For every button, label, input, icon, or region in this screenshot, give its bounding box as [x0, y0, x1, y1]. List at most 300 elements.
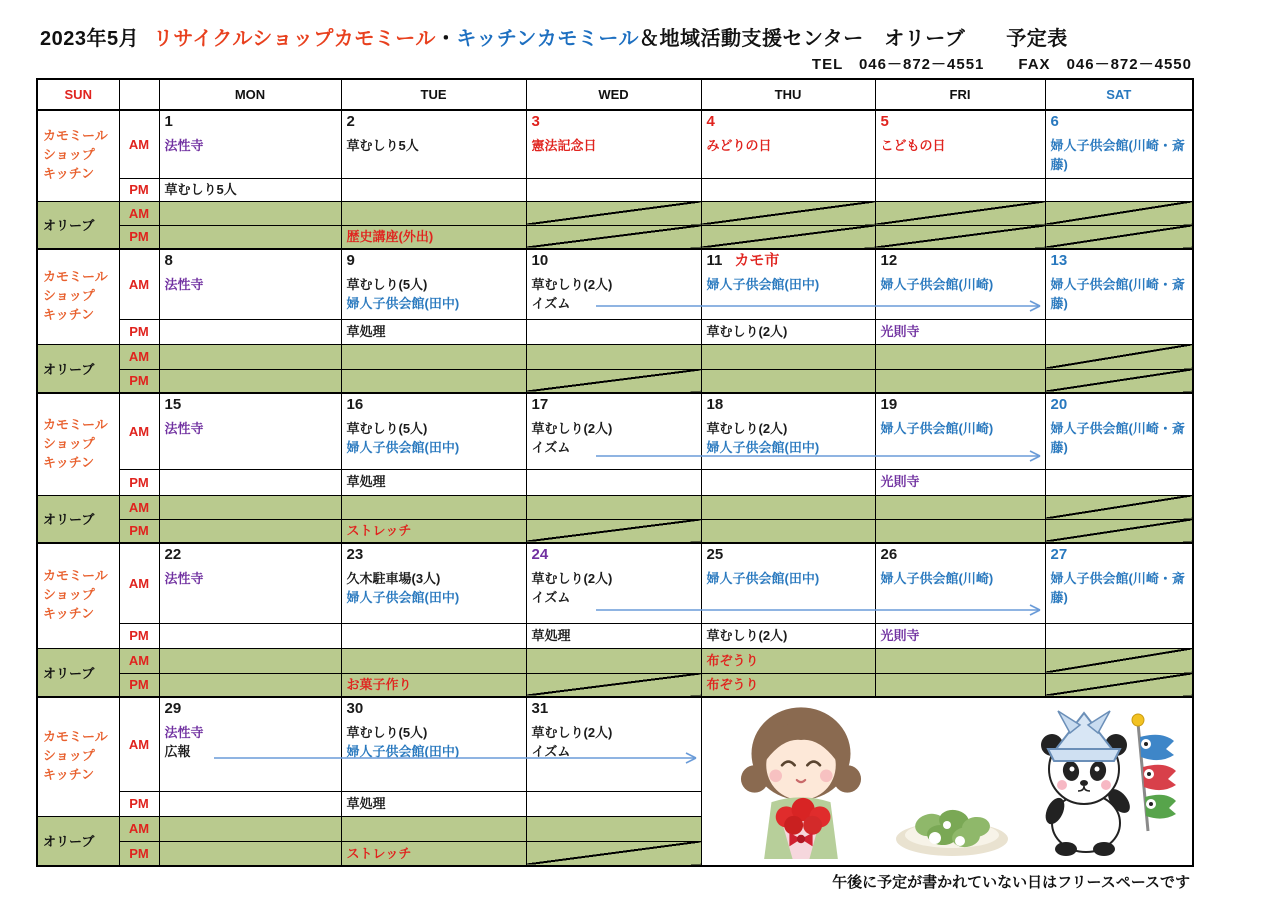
- am-entries: [881, 136, 1040, 156]
- olive-am-cell-10: [526, 344, 701, 369]
- day-number-line: [347, 112, 521, 132]
- pm-label: PM: [119, 519, 159, 543]
- schedule-entry: 婦人子供会館(川崎): [880, 570, 994, 586]
- day-number: 24: [531, 546, 549, 563]
- header-sun: SUN: [37, 79, 119, 110]
- am-entries: [347, 723, 521, 762]
- pm-label: PM: [119, 673, 159, 697]
- day-number-line: [1051, 395, 1188, 415]
- olive-am-row: [37, 648, 1193, 673]
- olive-entry: ストレッチ: [346, 523, 412, 538]
- olive-pm-cell-27: [1045, 673, 1193, 697]
- row-label-chamomile: [37, 393, 119, 495]
- chamomile-am-row: [37, 697, 1193, 791]
- schedule-entry: 草むしり(5人): [346, 420, 428, 436]
- day-cell-16-am: [341, 393, 526, 469]
- day-number: 1: [164, 113, 173, 130]
- schedule-entry: 草むしり5人: [346, 137, 419, 153]
- olive-pm-cell-16: [341, 519, 526, 543]
- olive-entry: お菓子作り: [346, 677, 412, 692]
- header-sat: SAT: [1045, 79, 1193, 110]
- olive-am-cell-3: [526, 201, 701, 225]
- schedule-calendar: [36, 78, 1192, 867]
- am-entries: [707, 569, 870, 589]
- day-cell-29-am: [159, 697, 341, 791]
- olive-am-cell-11: [701, 344, 875, 369]
- am-label: AM: [119, 344, 159, 369]
- page-title: [40, 22, 1068, 51]
- day-number-line: [881, 251, 1040, 271]
- schedule-entry: みどりの日: [706, 137, 772, 153]
- olive-entry: 布ぞうり: [706, 677, 759, 692]
- row-label-chamomile-line: カモミール: [43, 128, 108, 144]
- day-number-line: [165, 545, 336, 565]
- olive-pm-cell-18: [701, 519, 875, 543]
- am-label: AM: [119, 816, 159, 841]
- am-entries: [881, 569, 1040, 589]
- day-cell-10-am: [526, 249, 701, 319]
- olive-am-cell-13: [1045, 344, 1193, 369]
- schedule-entry: 法性寺: [164, 420, 204, 436]
- schedule-entry: 婦人子供会館(田中): [346, 440, 460, 455]
- am-entries: [881, 419, 1040, 439]
- day-number-line: [707, 112, 870, 132]
- row-label-chamomile-line: ショップ: [43, 435, 95, 451]
- day-number-line: [165, 251, 336, 271]
- olive-am-cell-24: [526, 648, 701, 673]
- olive-pm-cell-1: [159, 225, 341, 249]
- olive-pm-cell-20: [1045, 519, 1193, 543]
- row-label-olive: オリーブ: [37, 816, 119, 866]
- day-cell-17-pm: [526, 469, 701, 495]
- schedule-entry: 法性寺: [164, 137, 204, 153]
- olive-am-cell-17: [526, 495, 701, 519]
- row-label-olive: オリーブ: [37, 201, 119, 249]
- day-cell-5-am: [875, 110, 1045, 178]
- day-cell-4-am: [701, 110, 875, 178]
- olive-pm-cell-13: [1045, 369, 1193, 393]
- chamomile-pm-row: [37, 178, 1193, 201]
- schedule-entry: 法性寺: [164, 276, 204, 292]
- day-cell-13-pm: [1045, 319, 1193, 344]
- schedule-entry: 婦人子供会館(川崎・斎藤): [1050, 570, 1185, 605]
- schedule-entry: 光則寺: [880, 474, 920, 490]
- olive-am-cell-27: [1045, 648, 1193, 673]
- am-entries: [881, 275, 1040, 295]
- olive-am-cell-9: [341, 344, 526, 369]
- day-cell-25-pm: [701, 623, 875, 648]
- chamomile-am-row: [37, 249, 1193, 319]
- olive-am-cell-2: [341, 201, 526, 225]
- olive-entry: 布ぞうり: [706, 652, 759, 668]
- kashiwa-mochi-plate-illustration: [890, 781, 1015, 859]
- day-cell-6-pm: [1045, 178, 1193, 201]
- row-label-chamomile-line: キッチン: [43, 454, 95, 470]
- schedule-entry: 草処理: [346, 474, 386, 490]
- olive-am-row: [37, 495, 1193, 519]
- am-entries: [532, 136, 696, 156]
- olive-pm-row: [37, 673, 1193, 697]
- schedule-entry: 久木駐車場(3人): [346, 570, 441, 586]
- day-number-line: [532, 699, 696, 719]
- day-number-line: [347, 251, 521, 271]
- olive-am-cell-1: [159, 201, 341, 225]
- am-entries: [532, 723, 696, 762]
- header-tue: TUE: [341, 79, 526, 110]
- olive-am-cell-16: [341, 495, 526, 519]
- day-cell-8-pm: [159, 319, 341, 344]
- chamomile-pm-row: [37, 319, 1193, 344]
- am-entries: [165, 723, 336, 762]
- row-label-chamomile-line: カモミール: [43, 269, 108, 285]
- day-cell-18-pm: [701, 469, 875, 495]
- header-ampm-spacer: [119, 79, 159, 110]
- row-label-chamomile-line: キッチン: [43, 166, 95, 182]
- day-cell-1-pm: [159, 178, 341, 201]
- olive-am-cell-5: [875, 201, 1045, 225]
- day-cell-2-am: [341, 110, 526, 178]
- day-cell-15-pm: [159, 469, 341, 495]
- day-number-line: [532, 251, 696, 271]
- olive-am-cell-12: [875, 344, 1045, 369]
- olive-pm-cell-8: [159, 369, 341, 393]
- row-label-chamomile-line: ショップ: [43, 147, 95, 163]
- schedule-entry: 婦人子供会館(田中): [706, 440, 820, 455]
- day-number: 19: [880, 396, 898, 413]
- chamomile-am-row: [37, 543, 1193, 623]
- title-kitchen-name: キッチンカモミール: [456, 28, 640, 50]
- day-cell-31-am: [526, 697, 701, 791]
- olive-am-cell-15: [159, 495, 341, 519]
- pm-label: PM: [119, 791, 159, 816]
- day-cell-4-pm: [701, 178, 875, 201]
- day-cell-18-am: [701, 393, 875, 469]
- am-label: AM: [119, 201, 159, 225]
- am-entries: [707, 136, 870, 156]
- am-entries: [707, 275, 870, 295]
- am-label: AM: [119, 249, 159, 319]
- row-label-chamomile: [37, 110, 119, 201]
- olive-pm-cell-6: [1045, 225, 1193, 249]
- chamomile-am-row: [37, 393, 1193, 469]
- schedule-entry: 草むしり(2人): [706, 420, 788, 436]
- schedule-entry: 光則寺: [880, 627, 920, 643]
- day-number-line: [347, 545, 521, 565]
- am-entries: [1051, 569, 1188, 608]
- day-cell-23-pm: [341, 623, 526, 648]
- day-number-line: [707, 545, 870, 565]
- day-number-line: [165, 112, 336, 132]
- row-label-chamomile-line: キッチン: [43, 767, 95, 783]
- title-separator: ・: [435, 28, 457, 50]
- pm-label: PM: [119, 319, 159, 344]
- day-cell-11-pm: [701, 319, 875, 344]
- pm-label: PM: [119, 623, 159, 648]
- schedule-entry: 婦人子供会館(田中): [346, 590, 460, 605]
- header-wed: WED: [526, 79, 701, 110]
- row-label-chamomile-line: キッチン: [43, 307, 95, 323]
- schedule-entry: 憲法記念日: [531, 137, 597, 153]
- schedule-entry: 婦人子供会館(川崎・斎藤): [1050, 137, 1185, 172]
- day-number-line: [165, 395, 336, 415]
- pm-label: PM: [119, 178, 159, 201]
- day-cell-27-am: [1045, 543, 1193, 623]
- olive-pm-row: [37, 225, 1193, 249]
- am-entries: [707, 419, 870, 458]
- day-number: 10: [531, 252, 549, 269]
- olive-am-cell-22: [159, 648, 341, 673]
- day-number-line: [881, 395, 1040, 415]
- pm-label: PM: [119, 469, 159, 495]
- row-label-chamomile: [37, 543, 119, 648]
- day-cell-22-am: [159, 543, 341, 623]
- day-cell-26-pm: [875, 623, 1045, 648]
- day-cell-31-pm: [526, 791, 701, 816]
- day-number-line: [881, 112, 1040, 132]
- contact-line: [812, 53, 1192, 74]
- olive-am-cell-8: [159, 344, 341, 369]
- schedule-entry: イズム: [531, 296, 571, 311]
- day-number: 18: [706, 396, 724, 413]
- day-cell-9-am: [341, 249, 526, 319]
- schedule-entry: 婦人子供会館(川崎): [880, 420, 994, 436]
- day-number: 12: [880, 252, 898, 269]
- day-cell-13-am: [1045, 249, 1193, 319]
- row-label-chamomile-line: ショップ: [43, 288, 95, 304]
- olive-am-cell-19: [875, 495, 1045, 519]
- day-number: 4: [706, 113, 715, 130]
- schedule-entry: 草むしり(5人): [346, 724, 428, 740]
- day-number: 6: [1050, 113, 1059, 130]
- title-suffix: ＆地域活動支援センター オリーブ 予定表: [639, 28, 1068, 50]
- day-number-line: [165, 699, 336, 719]
- day-number: 15: [164, 396, 182, 413]
- am-entries: [1051, 136, 1188, 175]
- olive-am-cell-23: [341, 648, 526, 673]
- day-number-line: [532, 545, 696, 565]
- schedule-entry: 法性寺: [164, 570, 204, 586]
- seasonal-illustration-cell: [701, 697, 1193, 866]
- am-entries: [532, 275, 696, 314]
- schedule-entry: 草処理: [346, 795, 386, 811]
- row-label-chamomile-line: カモミール: [43, 729, 108, 745]
- olive-pm-cell-31: [526, 841, 701, 866]
- day-cell-30-am: [341, 697, 526, 791]
- day-cell-19-pm: [875, 469, 1045, 495]
- day-cell-27-pm: [1045, 623, 1193, 648]
- day-cell-24-pm: [526, 623, 701, 648]
- day-number-line: [347, 395, 521, 415]
- schedule-entry: 婦人子供会館(川崎・斎藤): [1050, 276, 1185, 311]
- am-entries: [165, 275, 336, 295]
- day-number: 29: [164, 700, 182, 717]
- day-number: 16: [346, 396, 364, 413]
- day-cell-11-am: [701, 249, 875, 319]
- pm-label: PM: [119, 841, 159, 866]
- olive-am-cell-4: [701, 201, 875, 225]
- day-number-line: [532, 112, 696, 132]
- schedule-entry: 草むしり(2人): [531, 570, 613, 586]
- calendar-table: [36, 78, 1194, 867]
- am-label: AM: [119, 393, 159, 469]
- row-label-olive: オリーブ: [37, 648, 119, 697]
- schedule-entry: こどもの日: [880, 137, 946, 153]
- schedule-entry: 草処理: [346, 323, 386, 339]
- olive-am-cell-31: [526, 816, 701, 841]
- am-entries: [165, 569, 336, 589]
- day-cell-3-am: [526, 110, 701, 178]
- schedule-entry: 草むしり(2人): [706, 627, 788, 643]
- olive-pm-cell-5: [875, 225, 1045, 249]
- olive-am-cell-26: [875, 648, 1045, 673]
- olive-pm-cell-29: [159, 841, 341, 866]
- schedule-entry: 婦人子供会館(田中): [706, 276, 820, 292]
- day-number-line: [1051, 251, 1188, 271]
- day-number: 3: [531, 113, 540, 130]
- day-number-line: [1051, 545, 1188, 565]
- day-number-line: [1051, 112, 1188, 132]
- day-number: 27: [1050, 546, 1068, 563]
- pm-label: PM: [119, 369, 159, 393]
- day-number: 2: [346, 113, 355, 130]
- schedule-entry: イズム: [531, 744, 571, 759]
- day-cell-15-am: [159, 393, 341, 469]
- am-entries: [165, 419, 336, 439]
- row-label-chamomile: [37, 697, 119, 816]
- day-cell-12-pm: [875, 319, 1045, 344]
- day-number: 20: [1050, 396, 1068, 413]
- schedule-entry: イズム: [531, 440, 571, 455]
- day-number: 11: [706, 252, 723, 269]
- schedule-entry: 婦人子供会館(田中): [346, 744, 460, 759]
- schedule-entry: 草むしり(2人): [706, 323, 788, 339]
- am-entries: [1051, 419, 1188, 458]
- day-note: カモ市: [734, 252, 780, 269]
- day-number-line: [707, 251, 870, 271]
- day-cell-29-pm: [159, 791, 341, 816]
- day-cell-5-pm: [875, 178, 1045, 201]
- day-number: 13: [1050, 252, 1068, 269]
- olive-entry: ストレッチ: [346, 845, 412, 861]
- header-thu: THU: [701, 79, 875, 110]
- olive-pm-cell-22: [159, 673, 341, 697]
- day-cell-19-am: [875, 393, 1045, 469]
- olive-pm-cell-15: [159, 519, 341, 543]
- day-cell-16-pm: [341, 469, 526, 495]
- day-number: 25: [706, 546, 724, 563]
- title-recycle-shop-name: リサイクルショップカモミール: [153, 28, 436, 50]
- tel-number: TEL 046－872－4551: [811, 56, 985, 73]
- olive-pm-cell-24: [526, 673, 701, 697]
- day-cell-26-am: [875, 543, 1045, 623]
- row-label-olive: オリーブ: [37, 344, 119, 393]
- olive-am-row: [37, 201, 1193, 225]
- schedule-entry: 婦人子供会館(田中): [346, 296, 460, 311]
- pm-label: PM: [119, 225, 159, 249]
- olive-pm-cell-2: [341, 225, 526, 249]
- olive-pm-cell-9: [341, 369, 526, 393]
- chamomile-pm-row: [37, 623, 1193, 648]
- schedule-entry: 婦人子供会館(川崎): [880, 276, 994, 292]
- day-cell-17-am: [526, 393, 701, 469]
- olive-pm-cell-3: [526, 225, 701, 249]
- day-number-line: [347, 699, 521, 719]
- day-cell-20-pm: [1045, 469, 1193, 495]
- panda-with-koinobori-illustration: [1026, 701, 1178, 859]
- olive-am-row: [37, 344, 1193, 369]
- day-cell-22-pm: [159, 623, 341, 648]
- day-cell-20-am: [1045, 393, 1193, 469]
- row-label-chamomile: [37, 249, 119, 344]
- day-cell-8-am: [159, 249, 341, 319]
- day-number: 17: [531, 396, 549, 413]
- olive-pm-cell-19: [875, 519, 1045, 543]
- day-number-line: [707, 395, 870, 415]
- am-entries: [347, 275, 521, 314]
- seasonal-illustrations: [702, 699, 1193, 865]
- header-fri: FRI: [875, 79, 1045, 110]
- fax-number: FAX 046－872－4550: [1018, 56, 1192, 73]
- chamomile-am-row: [37, 110, 1193, 178]
- olive-am-cell-20: [1045, 495, 1193, 519]
- olive-pm-cell-30: [341, 841, 526, 866]
- day-cell-2-pm: [341, 178, 526, 201]
- schedule-entry: 草むしり(2人): [531, 724, 613, 740]
- olive-am-cell-29: [159, 816, 341, 841]
- schedule-entry: 光則寺: [880, 323, 920, 339]
- day-number: 22: [164, 546, 182, 563]
- footnote: 午後に予定が書かれていない日はフリースペースです: [832, 874, 1190, 891]
- olive-pm-row: [37, 519, 1193, 543]
- olive-pm-cell-25: [701, 673, 875, 697]
- olive-pm-cell-11: [701, 369, 875, 393]
- day-number: 5: [880, 113, 889, 130]
- schedule-entry: 草むしり5人: [164, 181, 237, 197]
- am-entries: [347, 419, 521, 458]
- am-entries: [532, 569, 696, 608]
- schedule-entry: 婦人子供会館(川崎・斎藤): [1050, 420, 1185, 455]
- am-label: AM: [119, 697, 159, 791]
- header-mon: MON: [159, 79, 341, 110]
- row-label-chamomile-line: カモミール: [43, 568, 108, 584]
- day-number-line: [881, 545, 1040, 565]
- schedule-entry: 広報: [164, 744, 191, 759]
- title-month: 2023年5月: [40, 28, 140, 50]
- olive-am-cell-18: [701, 495, 875, 519]
- day-cell-24-am: [526, 543, 701, 623]
- day-cell-3-pm: [526, 178, 701, 201]
- am-entries: [347, 136, 521, 156]
- olive-am-cell-6: [1045, 201, 1193, 225]
- day-number: 9: [346, 252, 355, 269]
- olive-pm-cell-17: [526, 519, 701, 543]
- am-entries: [347, 569, 521, 608]
- am-entries: [165, 136, 336, 156]
- chamomile-pm-row: [37, 469, 1193, 495]
- weekday-header-row: [37, 79, 1193, 110]
- olive-pm-cell-4: [701, 225, 875, 249]
- olive-pm-cell-12: [875, 369, 1045, 393]
- day-number: 26: [880, 546, 898, 563]
- day-cell-10-pm: [526, 319, 701, 344]
- row-label-chamomile-line: ショップ: [43, 748, 95, 764]
- schedule-entry: イズム: [531, 590, 571, 605]
- day-cell-23-am: [341, 543, 526, 623]
- girl-with-carnation-bouquet-illustration: [722, 701, 880, 859]
- am-label: AM: [119, 495, 159, 519]
- day-number-line: [532, 395, 696, 415]
- am-label: AM: [119, 543, 159, 623]
